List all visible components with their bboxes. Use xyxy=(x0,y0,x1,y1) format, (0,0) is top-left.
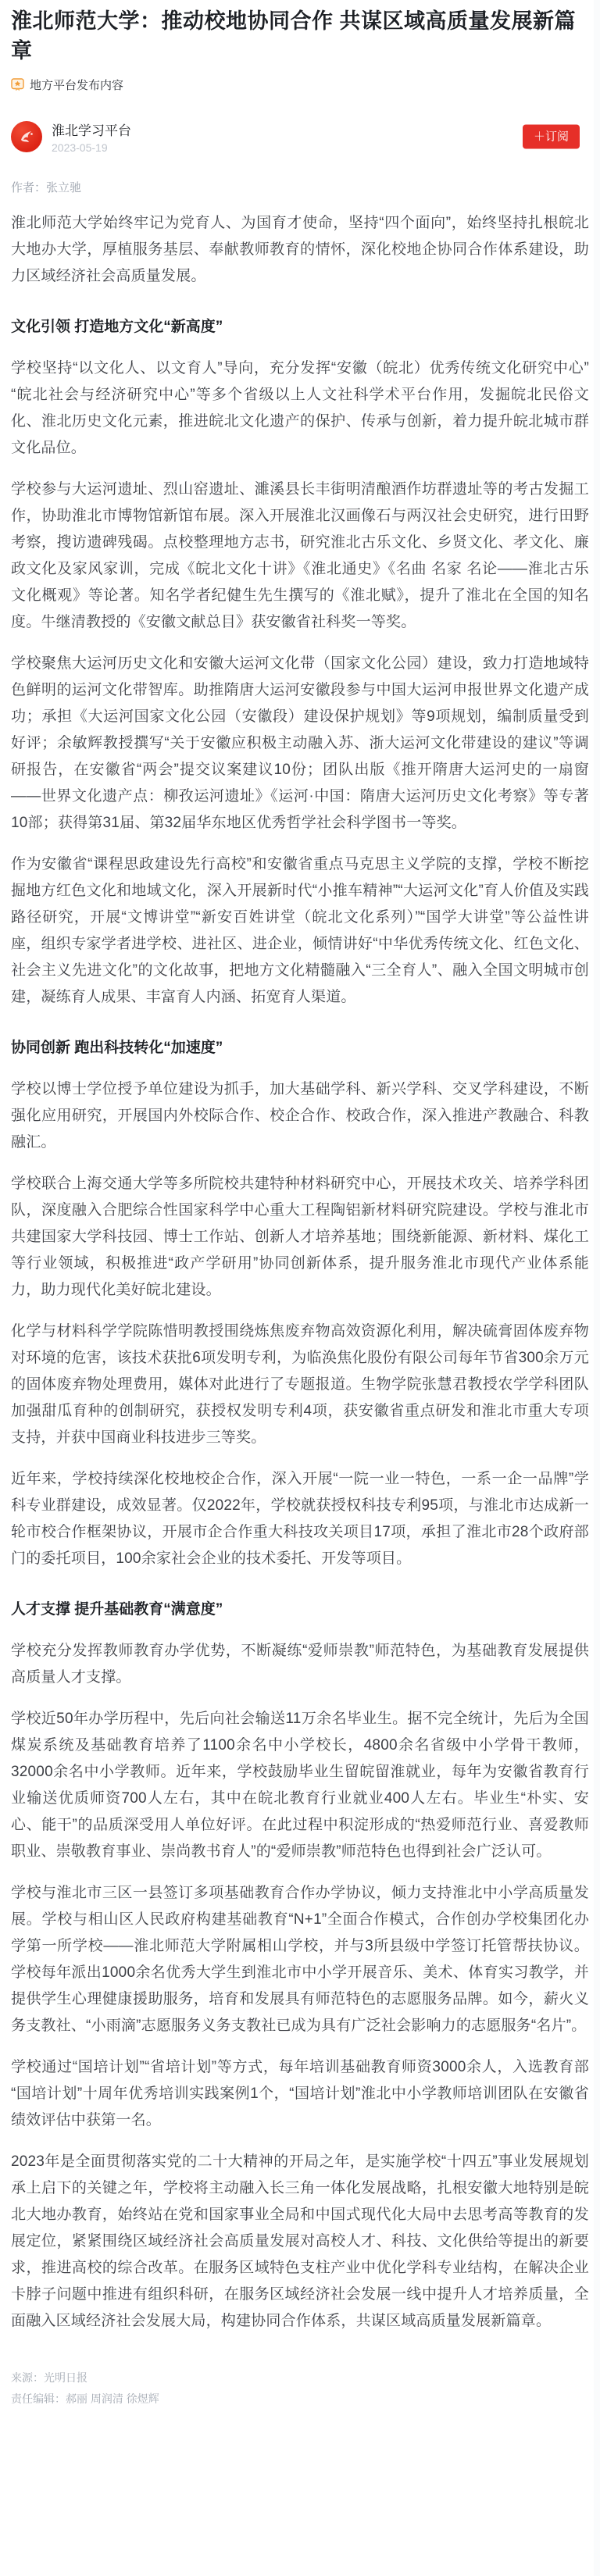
paragraph: 近年来，学校持续深化校地校企合作，深入开展“一院一业一特色，一系一企一品牌”学科专业群建设，成效显著。仅2022年，学校就获授权科技专利95项，与淮北市达成新一轮市校合作框架协议，开展市企合作重大科技攻关项目17项，承担了淮北市28个政府部门的委托项目，100余家社会企业的技术委托、开发等项目。 xyxy=(11,1471,589,1567)
paragraph: 学校近50年办学历程中，先后向社会输送11万余名毕业生。据不完全统计，先后为全国煤炭系统及基础教育培养了1100余名中小学校长，4800余名省级中小学骨干教师，32000余名中小学教师。近年来，学校鼓励毕业生留皖留淮就业，每年为安徽省教育行业输送优质师资700人左右，其中在皖北教育行业就业400人左右。毕业生“朴实、安心、能干”的品质深受用人单位好评。在此过程中积淀形成的“热爱师范行业、喜爱教师职业、崇敬教育事业、崇尚教书育人”的“爱师崇教”师范特色也得到社会广泛认可。 xyxy=(11,1711,589,1860)
source-line: 来源：光明日报 xyxy=(11,2371,88,2384)
paragraph: 学校联合上海交通大学等多所院校共建特种材料研究中心，开展技术攻关、培养学科团队，深度融入合肥综合性国家科学中心重大工程陶铝新材料研究院建设。学校与淮北市共建国家大学科技园、博士工作站、创新人才培养基地；围绕新能源、新材料、煤化工等行业领域，积极推进“政产学研用”协同创新体系，提升服务淮北市现代产业体系能力，助力现代化美好皖北建设。 xyxy=(11,1176,589,1298)
paragraph: 学校充分发挥教师教育办学优势，不断凝练“爱师崇教”师范特色，为基础教育发展提供高质量人才支撑。 xyxy=(11,1643,589,1686)
author-line: 作者：张立驰 xyxy=(11,181,82,194)
publisher-meta xyxy=(52,120,131,154)
publisher-logo-icon xyxy=(16,127,37,147)
paragraph: 学校聚焦大运河历史文化和安徽大运河文化带（国家文化公园）建设，致力打造地域特色鲜明的运河文化带智库。助推隋唐大运河安徽段参与中国大运河申报世界文化遗产成功；承担《大运河国家文化公园（安徽段）建设保护规划》等9项规划，编制质量受到好评；余敏辉教授撰写“关于安徽应积极主动融入苏、浙大运河文化带建设的建议”等调研报告，在安徽省“两会”提交议案建议10份；团队出版《推开隋唐大运河史的一扇窗——世界文化遗产点：柳孜运河遗址》《运河·中国：隋唐大运河历史文化考察》等专著10部；获得第31届、第32届华东地区优秀哲学社会科学图书一等奖。 xyxy=(11,655,589,831)
article-footer xyxy=(11,2367,589,2410)
paragraph: 淮北师范大学始终牢记为党育人、为国育才使命，坚持“四个面向”，始终坚持扎根皖北大地办大学，厚植服务基层、奉献教师教育的情怀，深化校地企协同合作体系建设，助力区域经济社会高质量发展。 xyxy=(11,215,589,284)
page-title: 淮北师范大学：推动校地协同合作 共谋区域高质量发展新篇章 xyxy=(11,9,577,62)
publisher-row xyxy=(11,120,589,154)
paragraph: 学校参与大运河遗址、烈山窑遗址、濉溪县长丰街明清酿酒作坊群遗址等的考古发掘工作，协助淮北市博物馆新馆布展。深入开展淮北汉画像石与两汉社会史研究，进行田野考察，搜访遗碑残碣。点校整理地方志书，研究淮北古乐文化、乡贤文化、孝文化、廉政文化及家风家训，完成《皖北文化十讲》《淮北通史》《名曲 名家 名论——淮北古乐文化概观》等论著。知名学者纪健生先生撰写的《淮北赋》，提升了淮北在全国的知名度。牛继清教授的《安徽文献总目》获安徽省社科奖一等奖。 xyxy=(11,481,589,630)
paragraph: 学校通过“国培计划”“省培计划”等方式，每年培训基础教育师资3000余人，入选教育部“国培计划”十周年优秀培训实践案例1个，“国培计划”淮北中小学教师培训团队在安徽省绩效评估中获第一名。 xyxy=(11,2059,589,2128)
section-heading: 人才支撑 提升基础教育“满意度” xyxy=(11,1601,223,1618)
paragraph: 2023年是全面贯彻落实党的二十大精神的开局之年，是实施学校“十四五”事业发展规划承上启下的关键之年，学校将主动融入长三角一体化发展战略，扎根安徽大地特别是皖北大地办教育，始终站在党和国家事业全局和中国式现代化大局中去思考高等教育的发展定位，紧紧围绕区域经济社会高质量发展对高校人才、科技、文化供给等提出的新要求，推进高校的综合改革。在服务区域特色支柱产业中优化学科专业结构，在解决企业卡脖子问题中推进有组织科研，在服务区域经济社会发展一线中提升人才培养质量，全面融入区域经济社会发展大局，构建协同合作体系，共谋区域高质量发展新篇章。 xyxy=(11,2153,589,2329)
paragraph: 作为安徽省“课程思政建设先行高校”和安徽省重点马克思主义学院的支撑，学校不断挖掘地方红色文化和地域文化，深入开展新时代“小推车精神”“大运河文化”育人价值及实践路径研究，开展“文博讲堂”“新安百姓讲堂（皖北文化系列）”“国学大讲堂”等公益性讲座，组织专家学者进学校、进社区、进企业，倾情讲好“中华优秀传统文化、红色文化、社会主义先进文化”的文化故事，把地方文化精髓融入“三全育人”、融入全国文明城市创建，凝练育人成果、丰富育人内涵、拓宽育人渠道。 xyxy=(11,856,589,1005)
subscribe-button[interactable]: ＋订阅 xyxy=(523,125,580,149)
publisher-name[interactable]: 淮北学习平台 xyxy=(52,123,131,138)
paragraph: 学校以博士学位授予单位建设为抓手，加大基础学科、新兴学科、交叉学科建设，不断强化应用研究，开展国内外校际合作、校企合作、校政合作，深入推进产教融合、科教融汇。 xyxy=(11,1081,589,1151)
platform-badge xyxy=(11,77,589,93)
page-gutter xyxy=(594,0,600,2576)
paragraph: 学校与淮北市三区一县签订多项基础教育合作办学协议，倾力支持淮北中小学高质量发展。学校与相山区人民政府构建基础教育“N+1”全面合作模式，合作创办学校集团化办学第一所学校——淮北师范大学附属相山学校，并与3所县级中学签订托管帮扶协议。学校每年派出1000余名优秀大学生到淮北市中小学开展音乐、美术、体育实习教学，并提供学生心理健康援助服务，培育和发展具有师范特色的志愿服务品牌。如今，薪火义务支教社、“小雨滴”志愿服务义务支教社已成为具有广泛社会影响力的志愿服务“名片”。 xyxy=(11,1885,589,2034)
certificate-badge-icon xyxy=(11,78,24,91)
section-heading: 协同创新 跑出科技转化“加速度” xyxy=(11,1040,223,1056)
section-heading: 文化引领 打造地方文化“新高度” xyxy=(11,319,223,335)
paragraph: 化学与材料科学学院陈惜明教授围绕炼焦废弃物高效资源化利用，解决硫膏固体废弃物对环境的危害，该技术获批6项发明专利，为临涣焦化股份有限公司每年节省300余万元的固体废弃物处理费用，媒体对此进行了专题报道。生物学院张慧君教授农学学科团队加强甜瓜育种的创制研究，获授权发明专利4项，获安徽省重点研发和淮北市重大专项支持，并获中国商业科技进步三等奖。 xyxy=(11,1323,589,1446)
publisher-avatar[interactable] xyxy=(11,121,42,152)
paragraph: 学校坚持“以文化人、以文育人”导向，充分发挥“安徽（皖北）优秀传统文化研究中心”“皖北社会与经济研究中心”等多个省级以上人文社科学术平台作用，发掘皖北民俗文化、淮北历史文化元素，推进皖北文化遗产的保护、传承与创新，着力提升皖北城市群文化品位。 xyxy=(11,360,589,456)
article-body xyxy=(11,210,589,2335)
badge-label: 地方平台发布内容 xyxy=(30,79,124,92)
editors-line: 责任编辑：郝丽 周润清 徐煜辉 xyxy=(11,2392,159,2405)
publish-date: 2023-05-19 xyxy=(52,141,108,154)
